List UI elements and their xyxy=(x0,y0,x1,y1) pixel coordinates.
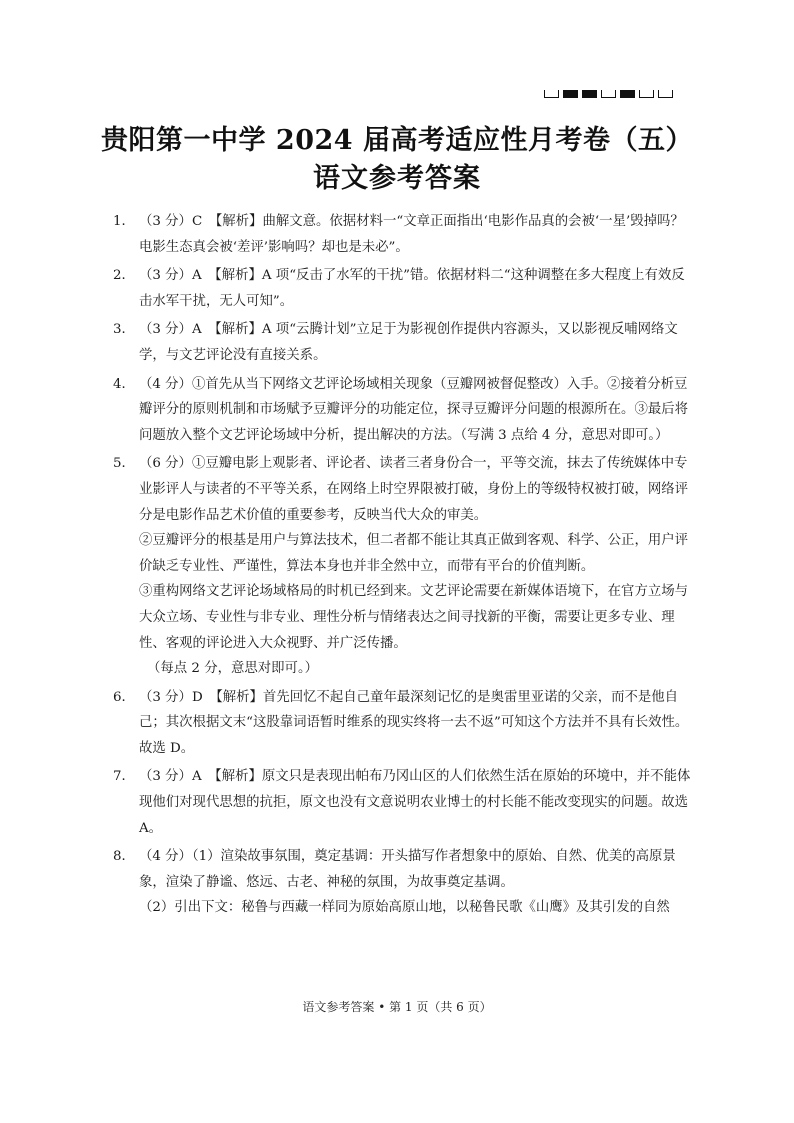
answer-number: 5． xyxy=(113,456,135,472)
answer-item-3 xyxy=(113,317,693,368)
answer-item-8 xyxy=(113,844,693,921)
answer-list xyxy=(113,209,693,921)
answer-number: 7． xyxy=(113,769,135,785)
answer-text: （3 分）A 【解析】原文只是表现出帕布乃冈山区的人们依然生活在原始的环境中，并不能体现他们对现代思想的抗拒，原文也没有文意说明农业博士的村长能不能改变现实的问题。故选 A。 xyxy=(139,769,691,836)
corner-mark xyxy=(544,90,559,98)
answer-number: 1． xyxy=(113,214,135,229)
corner-mark xyxy=(639,90,654,98)
answer-text: （3 分）C 【解析】曲解文意。依据材料一“文章正面指出‘电影作品真的会被‘一星’毁掉吗？电影生态真会被‘差评’影响吗？却也是未必”。 xyxy=(139,214,684,255)
answer-key-title: 语文参考答案 xyxy=(313,163,481,194)
page-footer: 语文参考答案 • 第 1 页（共 6 页） xyxy=(302,1000,492,1014)
corner-mark xyxy=(620,90,635,98)
answer-text: （4 分）①首先从当下网络文艺评论场域相关现象（豆瓣网被督促整改）入手。②接着分析豆瓣评分的原则机制和市场赋予豆瓣评分的功能定位，探寻豆瓣评分问题的根源所在。③最后将问题放入整个文艺评论场域中分析，提出解决的方法。（写满 3 点给 4 分，意思对即可。） xyxy=(139,376,689,443)
answer-number: 4． xyxy=(113,376,135,392)
answer-text: ③重构网络文艺评论场域格局的时机已经到来。文艺评论需要在新媒体语境下，在官方立场与大众立场、专业性与非专业、理性分析与情绪表达之间寻找新的平衡，需要让更多专业、理性、客观的评论进入大众视野、并广泛传播。 xyxy=(139,584,689,651)
answer-item-7 xyxy=(113,764,693,841)
answer-text: （2）引出下文：秘鲁与西藏一样同为原始高原山地，以秘鲁民歌《山鹰》及其引发的自然 xyxy=(139,900,670,916)
answer-item-5 xyxy=(113,451,693,681)
corner-mark xyxy=(563,90,578,98)
corner-mark xyxy=(582,90,597,98)
answer-item-1 xyxy=(113,209,693,260)
answer-number: 6． xyxy=(113,689,135,705)
answer-number: 8． xyxy=(113,849,135,865)
answer-text: （3 分）A 【解析】A 项“反击了水军的干扰”错。依据材料二“这种调整在多大程度上有效反击水军干扰，无人可知”。 xyxy=(139,268,685,309)
answer-text: ②豆瓣评分的根基是用户与算法技术，但二者都不能让其真正做到客观、科学、公正，用户评价缺乏专业性、严谨性，算法本身也并非全然中立，而带有平台的价值判断。 xyxy=(139,533,689,574)
corner-mark xyxy=(658,90,673,98)
answer-text: （3 分）A 【解析】A 项“云腾计划”立足于为影视创作提供内容源头，又以影视反哺网络文学，与文艺评论没有直接关系。 xyxy=(139,322,678,363)
answer-number: 3． xyxy=(113,322,135,338)
exam-title: 贵阳第一中学 2024 届高考适应性月考卷（五） xyxy=(101,125,693,156)
corner-mark xyxy=(601,90,616,98)
answer-number: 2． xyxy=(113,268,135,284)
corner-marks xyxy=(544,90,673,98)
answer-text: （4 分）（1）渲染故事氛围，奠定基调：开头描写作者想象中的原始、自然、优美的高原景象，渲染了静谧、悠远、古老、神秘的氛围，为故事奠定基调。 xyxy=(139,849,676,890)
scoring-note: （每点 2 分，意思对即可。） xyxy=(147,661,319,677)
answer-item-4 xyxy=(113,372,693,449)
answer-text: （6 分）①豆瓣电影上观影者、评论者、读者三者身份合一，平等交流，抹去了传统媒体中专业影评人与读者的不平等关系，在网络上时空界限被打破，身份上的等级特权被打破，网络评分是电影作品艺术价值的重要参考，反映当代大众的审美。 xyxy=(139,456,689,523)
answer-text: （3 分）D 【解析】首先回忆不起自己童年最深刻记忆的是奥雷里亚诺的父亲，而不是他自己；其次根据文末“这股靠词语暂时维系的现实终将一去不返”可知这个方法并不具有长效性。故选 D。 xyxy=(139,689,689,756)
answer-item-2 xyxy=(113,263,693,314)
answer-item-6 xyxy=(113,685,693,762)
